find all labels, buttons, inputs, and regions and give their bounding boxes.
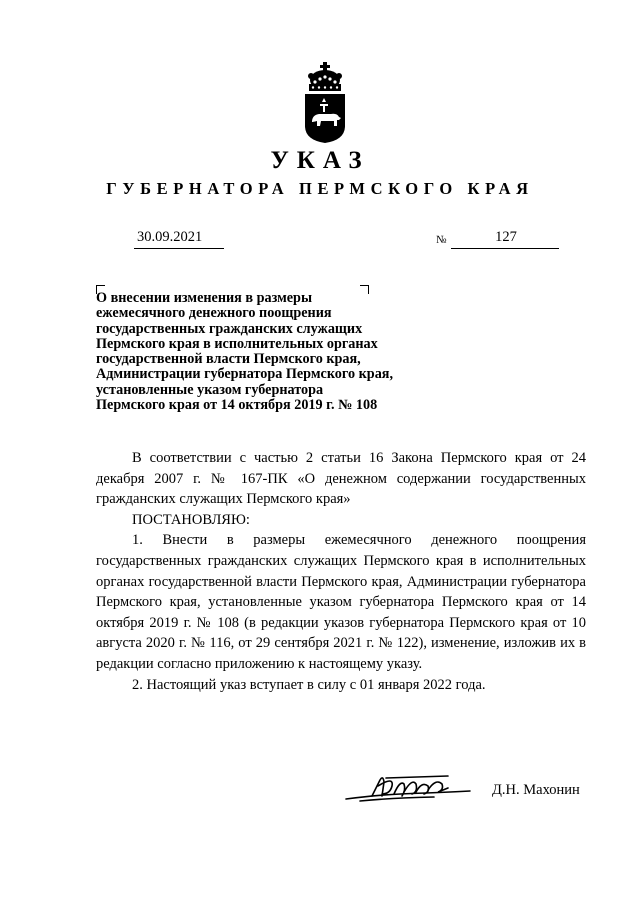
heading-line: государственной власти Пермского края, [96, 351, 361, 368]
heading-line: Пермского края от 14 октября 2019 г. № 108 [96, 397, 378, 414]
document-body [96, 448, 586, 695]
heading-line: установленные указом губернатора [96, 381, 324, 398]
document-heading [96, 291, 426, 413]
heading-line: Администрации губернатора Пермского края, [96, 366, 394, 383]
heading-line: ежемесячного денежного поощрения [96, 305, 332, 322]
coat-of-arms-icon [299, 60, 351, 144]
document-issuer: ГУБЕРНАТОРА ПЕРМСКОГО КРАЯ [106, 179, 534, 198]
number-field [451, 228, 559, 249]
date-field [134, 228, 224, 249]
body-paragraph-item-1: 1. Внести в размеры ежемесячного денежного поощрения государственных гражданских служащих Пермского края в исполнительных органах государственной власти Пермского края, Администрации губернатора Пермского края, установленные указом губернатора Пермского края от 14 октября 2019 г. № 108 (в редакции указов губернатора Пермского края от 10 августа 2020 г. № 116, от 29 сентября 2021 г. № 122), изменение, изложив их в редакции согласно приложению к настоящему указу. [96, 532, 586, 672]
number-sign: № [436, 234, 447, 246]
document-number: 127 [495, 229, 517, 245]
heading-line: Пермского края в исполнительных органах [96, 335, 378, 352]
signer-name: Д.Н. Махонин [492, 782, 580, 798]
body-paragraph-item-2: 2. Настоящий указ вступает в силу с 01 января 2022 года. [132, 676, 486, 693]
heading-line: О внесении изменения в размеры [96, 290, 313, 306]
document-date: 30.09.2021 [137, 229, 203, 245]
heading-line: государственных гражданских служащих [96, 320, 363, 337]
signature-mark [342, 772, 474, 806]
body-paragraph-preamble: В соответствии с частью 2 статьи 16 Закона Пермского края от 24 декабря 2007 г. № 167-ПК «О денежном содержании государственных гражданских служащих Пермского края» [96, 450, 586, 508]
body-paragraph-decree: ПОСТАНОВЛЯЮ: [132, 511, 250, 528]
document-title: УКАЗ [270, 147, 370, 174]
